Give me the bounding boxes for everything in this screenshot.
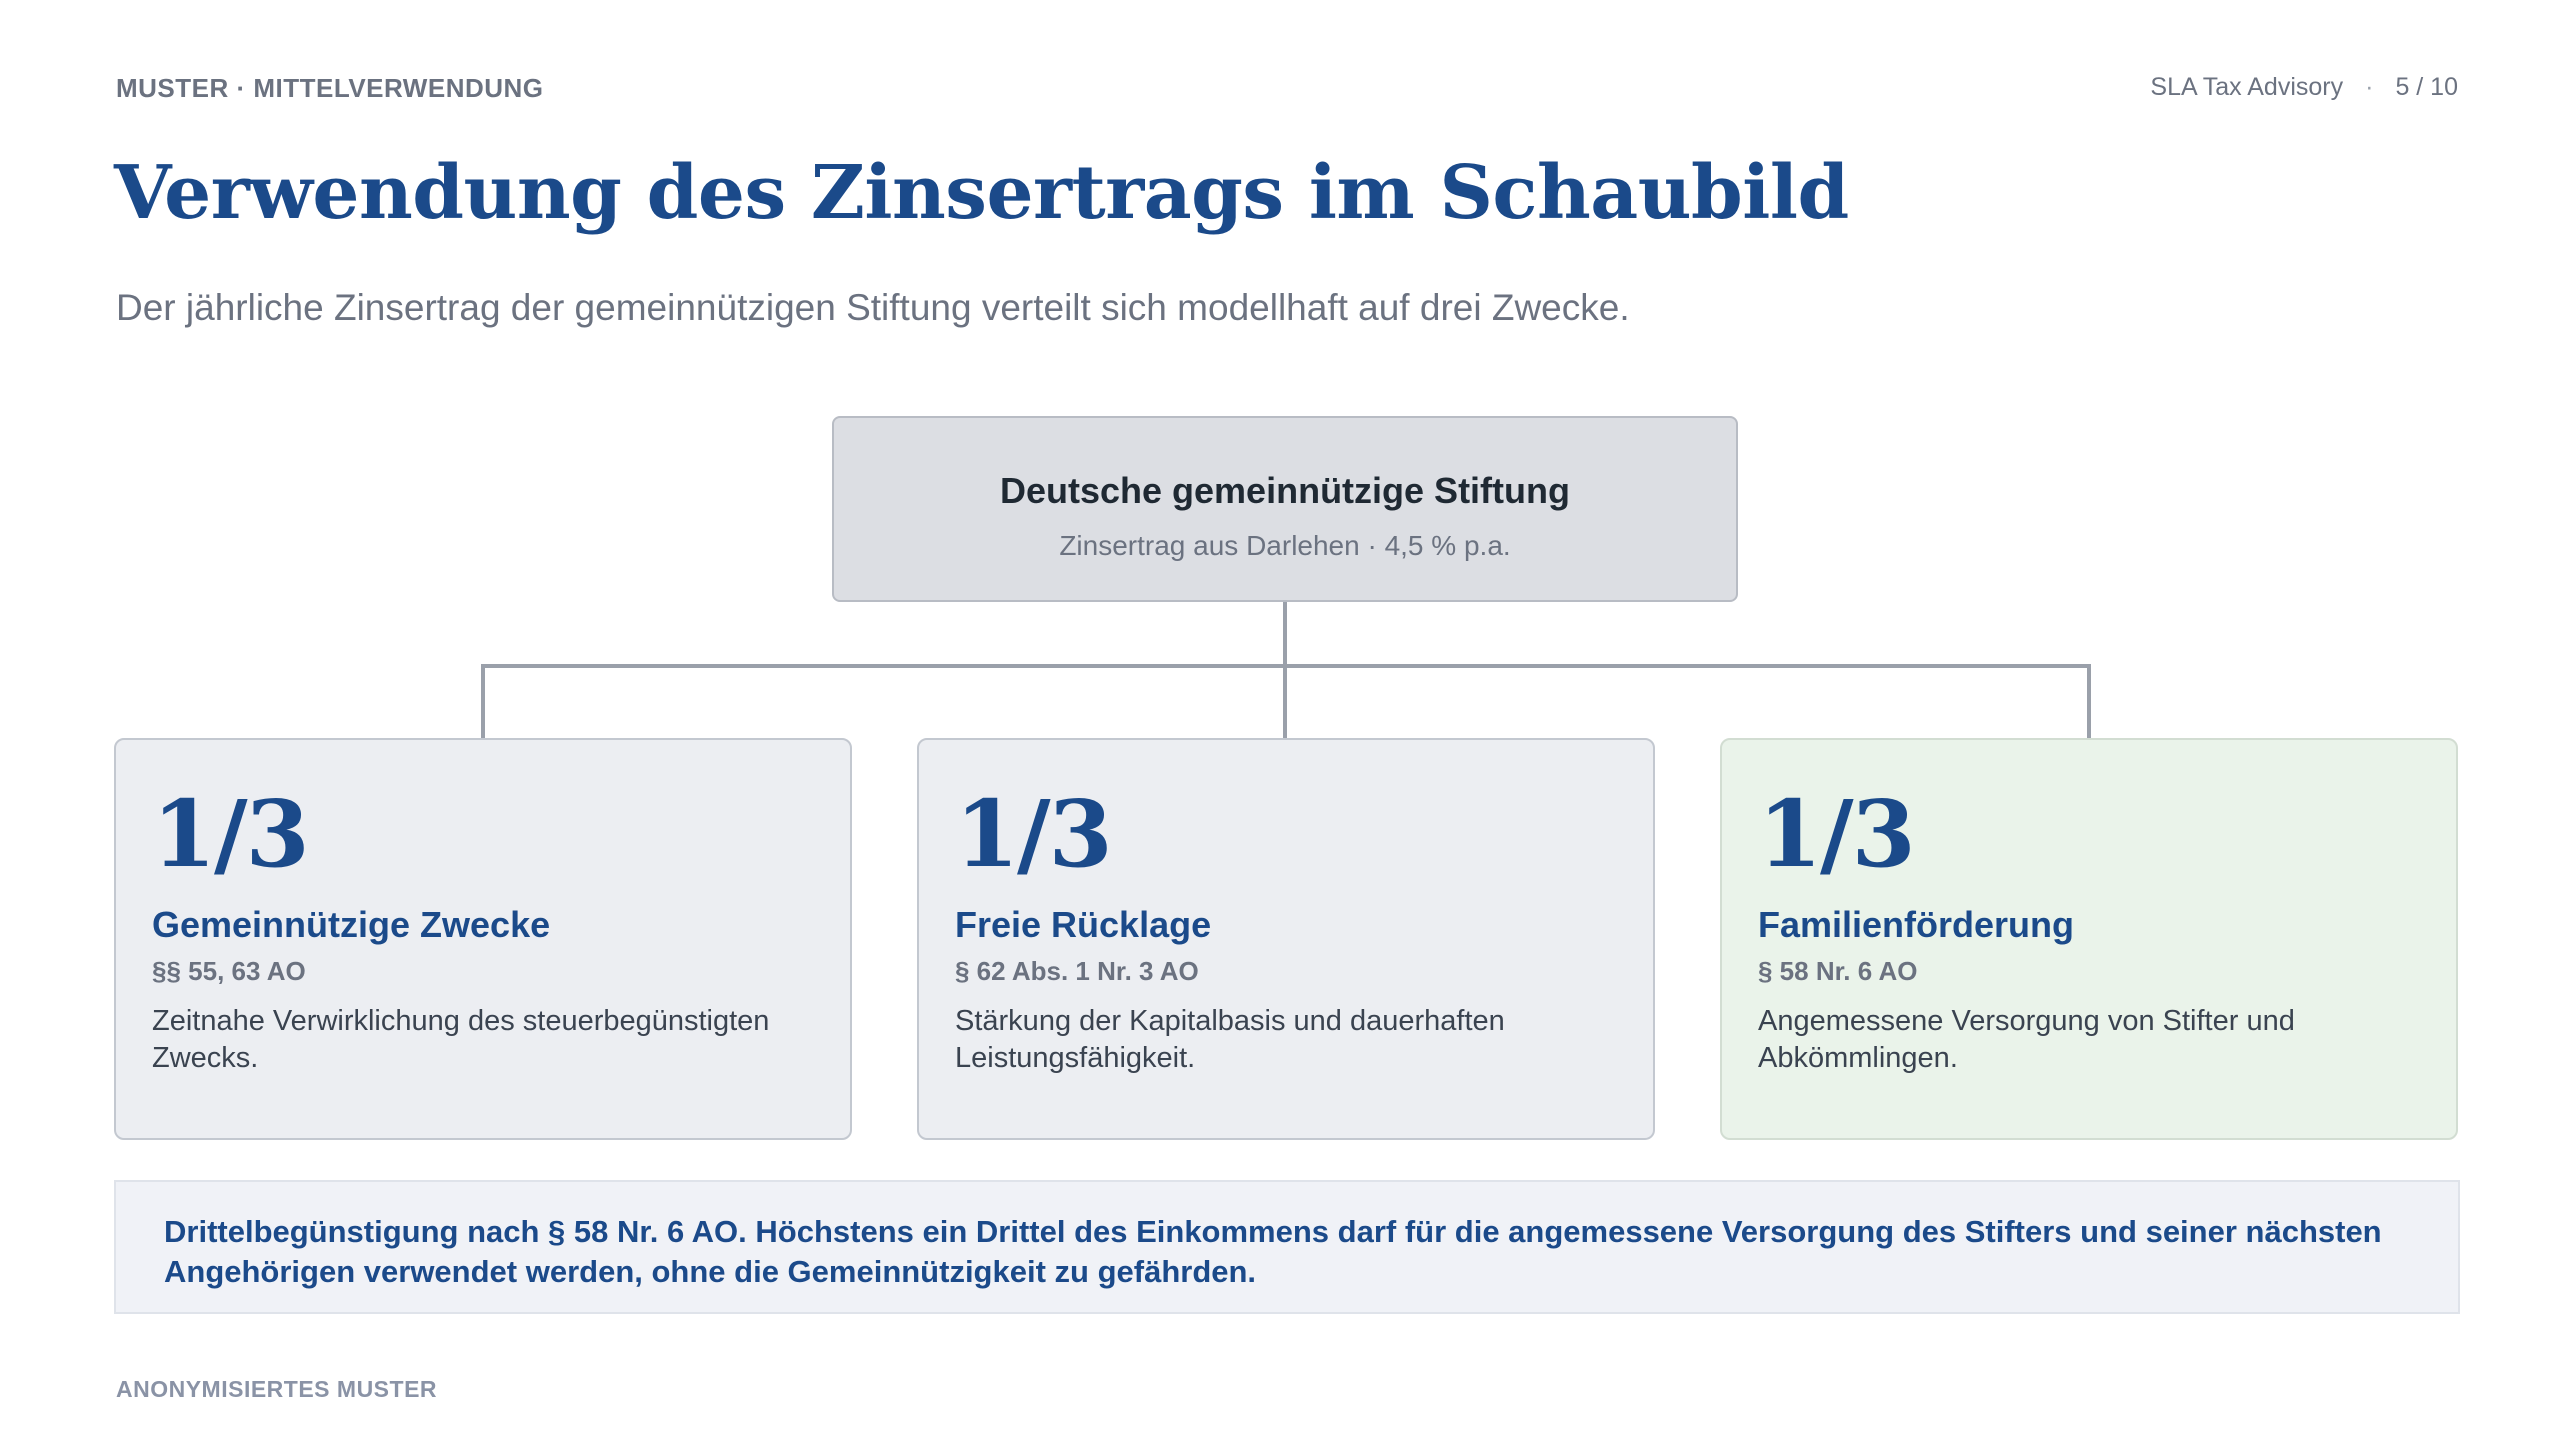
branch-card-charitable-purposes bbox=[114, 738, 852, 1140]
page-subtitle: Der jährliche Zinsertrag der gemeinnützigen Stiftung verteilt sich modellhaft auf drei Zwecke. bbox=[116, 287, 1630, 328]
branch-fraction: 1/3 bbox=[955, 780, 1111, 888]
meta-separator: · bbox=[2365, 73, 2374, 101]
branch-description: Stärkung der Kapitalbasis und dauerhaften Leistungsfähigkeit. bbox=[955, 1005, 1505, 1075]
branch-fraction: 1/3 bbox=[152, 780, 308, 888]
branch-legal-reference: § 58 Nr. 6 AO bbox=[1758, 956, 1918, 986]
root-node-title: Deutsche gemeinnützige Stiftung bbox=[999, 470, 1571, 511]
branch-title: Gemeinnützige Zwecke bbox=[152, 904, 551, 945]
slide-eyebrow: MUSTER · MITTELVERWENDUNG bbox=[116, 73, 544, 103]
slide-meta bbox=[2150, 73, 2458, 102]
branch-card-free-reserve bbox=[917, 738, 1655, 1140]
branch-title: Familienförderung bbox=[1758, 904, 2075, 945]
branch-description: Angemessene Versorgung von Stifter und Abkömmlingen. bbox=[1758, 1005, 2295, 1075]
branch-legal-reference: § 62 Abs. 1 Nr. 3 AO bbox=[955, 956, 1199, 986]
root-node-foundation bbox=[832, 416, 1738, 602]
page-title: Verwendung des Zinsertrags im Schaubild bbox=[114, 150, 1849, 236]
branch-card-family-support bbox=[1720, 738, 2458, 1140]
branch-title: Freie Rücklage bbox=[955, 904, 1212, 945]
page-number: 5 / 10 bbox=[2395, 73, 2458, 101]
branch-fraction: 1/3 bbox=[1758, 780, 1914, 888]
branch-legal-reference: §§ 55, 63 AO bbox=[152, 956, 306, 986]
legal-callout bbox=[114, 1180, 2460, 1314]
brand-label: SLA Tax Advisory bbox=[2150, 73, 2344, 101]
branch-description: Zeitnahe Verwirklichung des steuerbegünstigten Zwecks. bbox=[152, 1005, 770, 1075]
root-node-subtitle: Zinsertrag aus Darlehen · 4,5 % p.a. bbox=[1059, 530, 1511, 561]
callout-text: Drittelbegünstigung nach § 58 Nr. 6 AO. Höchstens ein Drittel des Einkommens darf für die angemessene Versorgung des Stifters und seiner nächsten Angehörigen verwendet werden, ohne die Gemeinnützigkeit zu gefährden. bbox=[164, 1214, 2382, 1290]
footer-label: ANONYMISIERTES MUSTER bbox=[116, 1376, 438, 1402]
